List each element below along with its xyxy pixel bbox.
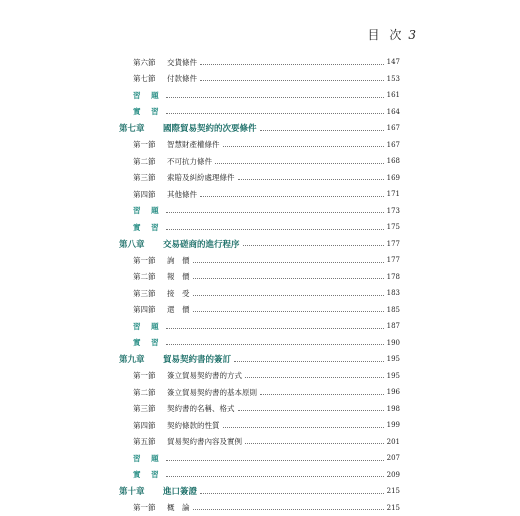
toc-page-number: 195 <box>387 355 400 363</box>
toc-exercise-entry[interactable] <box>119 87 400 104</box>
toc-page-number: 153 <box>387 75 400 83</box>
toc-entry-title: 實 習 <box>133 470 163 479</box>
dot-leader <box>200 196 384 197</box>
toc-entry-label <box>119 387 257 398</box>
toc-entry-number: 第三節 <box>133 288 167 299</box>
toc-entry-title: 契約條款的性質 <box>167 421 220 430</box>
toc-entry-title: 實 習 <box>133 223 163 232</box>
toc-entry-number: 第一節 <box>133 370 167 381</box>
toc-section-entry[interactable] <box>119 153 400 170</box>
toc-page-number: 169 <box>387 174 400 182</box>
toc-page-number: 199 <box>387 421 400 429</box>
toc-entry-title: 契約書的名稱、格式 <box>167 404 235 413</box>
toc-entry-label <box>119 353 231 365</box>
toc-entry-number: 第三節 <box>133 403 167 414</box>
toc-entry-number: 第二節 <box>133 156 167 167</box>
dot-leader <box>193 262 384 263</box>
toc-section-entry[interactable] <box>119 302 400 319</box>
toc-section-entry[interactable] <box>119 186 400 203</box>
dot-leader <box>243 245 384 246</box>
toc-entry-title: 習 題 <box>133 454 163 463</box>
toc-entry-title: 付款條件 <box>167 74 197 83</box>
toc-entry-label <box>119 420 220 431</box>
toc-entry-number: 第八章 <box>119 238 163 250</box>
toc-entry-label <box>119 238 240 250</box>
toc-page-number: 167 <box>387 141 400 149</box>
toc-page-number: 178 <box>387 273 400 281</box>
toc-entry-label <box>119 370 242 381</box>
toc-entry-label <box>119 73 197 84</box>
dot-leader <box>193 295 384 296</box>
toc-chapter-entry[interactable] <box>119 483 400 500</box>
dot-leader <box>223 427 384 428</box>
toc-entry-label <box>119 288 190 299</box>
dot-leader <box>245 443 384 444</box>
dot-leader <box>234 361 384 362</box>
toc-entry-label <box>119 453 163 464</box>
toc-section-entry[interactable] <box>119 500 400 516</box>
toc-page-number: 173 <box>387 207 400 215</box>
toc-entry-label <box>119 337 163 348</box>
toc-page-number: 215 <box>387 487 400 495</box>
toc-page-number: 187 <box>387 322 400 330</box>
toc-page-number: 190 <box>387 339 400 347</box>
toc-section-entry[interactable] <box>119 269 400 286</box>
toc-entry-label <box>119 436 242 447</box>
toc-page-number: 207 <box>387 454 400 462</box>
toc-page-number: 167 <box>387 124 400 132</box>
dot-leader <box>193 311 384 312</box>
toc-section-entry[interactable] <box>119 54 400 71</box>
toc-entry-title: 交貨條件 <box>167 58 197 67</box>
toc-entry-label <box>119 139 220 150</box>
toc-entry-number: 第二節 <box>133 387 167 398</box>
toc-exercise-entry[interactable] <box>119 335 400 352</box>
toc-section-entry[interactable] <box>119 384 400 401</box>
toc-entry-title: 不可抗力條件 <box>167 157 212 166</box>
toc-entry-number: 第一節 <box>133 139 167 150</box>
dot-leader <box>193 278 384 279</box>
toc-entry-number: 第一節 <box>133 255 167 266</box>
toc-page-number: 168 <box>387 157 400 165</box>
toc-entry-label <box>119 106 163 117</box>
toc-entry-label <box>119 122 257 134</box>
table-of-contents <box>119 54 400 516</box>
toc-entry-number: 第七節 <box>133 73 167 84</box>
toc-page-number: 209 <box>387 471 400 479</box>
toc-section-entry[interactable] <box>119 137 400 154</box>
toc-entry-label <box>119 57 197 68</box>
toc-page-number: 147 <box>387 58 400 66</box>
toc-entry-label <box>119 90 163 101</box>
toc-entry-title: 詢 價 <box>167 256 190 265</box>
toc-entry-number: 第十章 <box>119 485 163 497</box>
toc-entry-title: 還 價 <box>167 305 190 314</box>
toc-entry-title: 國際貿易契約的次要條件 <box>163 124 257 134</box>
toc-exercise-entry[interactable] <box>119 203 400 220</box>
toc-page-number: 215 <box>387 504 400 512</box>
toc-entry-title: 接 受 <box>167 289 190 298</box>
toc-section-entry[interactable] <box>119 71 400 88</box>
toc-entry-label <box>119 321 163 332</box>
toc-entry-title: 實 習 <box>133 107 163 116</box>
dot-leader <box>238 410 384 411</box>
toc-exercise-entry[interactable] <box>119 318 400 335</box>
toc-chapter-entry[interactable] <box>119 351 400 368</box>
toc-chapter-entry[interactable] <box>119 236 400 253</box>
toc-entry-number: 第四節 <box>133 304 167 315</box>
toc-entry-title: 習 題 <box>133 322 163 331</box>
toc-chapter-entry[interactable] <box>119 120 400 137</box>
dot-leader <box>166 460 384 461</box>
toc-page-number: 195 <box>387 372 400 380</box>
dot-leader <box>166 328 384 329</box>
toc-page-number: 177 <box>387 256 400 264</box>
toc-entry-title: 簽立貿易契約書的方式 <box>167 371 242 380</box>
header-page-number: 3 <box>408 28 416 42</box>
toc-entry-label <box>119 502 190 513</box>
toc-entry-label <box>119 485 197 497</box>
toc-entry-label <box>119 172 235 183</box>
toc-page-number: 198 <box>387 405 400 413</box>
toc-section-entry[interactable] <box>119 170 400 187</box>
dot-leader <box>260 130 384 131</box>
toc-exercise-entry[interactable] <box>119 450 400 467</box>
dot-leader <box>245 377 384 378</box>
toc-entry-label <box>119 271 190 282</box>
toc-page-number: 171 <box>387 190 400 198</box>
toc-entry-label <box>119 403 235 414</box>
toc-entry-label <box>119 255 190 266</box>
toc-entry-title: 報 價 <box>167 272 190 281</box>
toc-page-number: 175 <box>387 223 400 231</box>
toc-entry-label <box>119 156 212 167</box>
dot-leader <box>200 80 384 81</box>
toc-entry-number: 第七章 <box>119 122 163 134</box>
toc-section-entry[interactable] <box>119 252 400 269</box>
dot-leader <box>215 163 384 164</box>
toc-entry-number: 第四節 <box>133 189 167 200</box>
toc-entry-number: 第九章 <box>119 353 163 365</box>
dot-leader <box>260 394 384 395</box>
header-title: 目 次 <box>368 28 405 42</box>
dot-leader <box>200 64 384 65</box>
toc-page-number: 183 <box>387 289 400 297</box>
toc-entry-number: 第三節 <box>133 172 167 183</box>
toc-page-number: 201 <box>387 438 400 446</box>
toc-section-entry[interactable] <box>119 401 400 418</box>
toc-entry-label <box>119 222 163 233</box>
toc-section-entry[interactable] <box>119 434 400 451</box>
toc-page-number: 161 <box>387 91 400 99</box>
toc-exercise-entry[interactable] <box>119 467 400 484</box>
dot-leader <box>166 212 384 213</box>
toc-section-entry[interactable] <box>119 285 400 302</box>
toc-entry-title: 概 論 <box>167 503 190 512</box>
toc-entry-title: 貿易契約書的簽訂 <box>163 355 231 365</box>
dot-leader <box>166 97 384 98</box>
toc-entry-label <box>119 189 197 200</box>
dot-leader <box>223 146 384 147</box>
running-header <box>368 26 416 43</box>
dot-leader <box>166 344 384 345</box>
dot-leader <box>193 509 384 510</box>
toc-page-number: 185 <box>387 306 400 314</box>
toc-entry-title: 進口簽證 <box>163 487 197 497</box>
toc-entry-title: 簽立貿易契約書的基本原則 <box>167 388 257 397</box>
toc-entry-title: 實 習 <box>133 338 163 347</box>
toc-entry-number: 第六節 <box>133 57 167 68</box>
toc-entry-label <box>119 205 163 216</box>
toc-exercise-entry[interactable] <box>119 104 400 121</box>
toc-entry-title: 交易磋商的進行程序 <box>163 240 240 250</box>
dot-leader <box>166 229 384 230</box>
dot-leader <box>166 113 384 114</box>
dot-leader <box>166 476 384 477</box>
toc-entry-title: 習 題 <box>133 91 163 100</box>
toc-entry-number: 第一節 <box>133 502 167 513</box>
toc-page-number: 164 <box>387 108 400 116</box>
toc-page-number: 196 <box>387 388 400 396</box>
toc-entry-title: 其他條件 <box>167 190 197 199</box>
toc-entry-title: 習 題 <box>133 206 163 215</box>
toc-entry-title: 索賠及糾紛處理條件 <box>167 173 235 182</box>
dot-leader <box>200 493 384 494</box>
toc-entry-number: 第五節 <box>133 436 167 447</box>
toc-page-number: 177 <box>387 240 400 248</box>
dot-leader <box>238 179 384 180</box>
toc-section-entry[interactable] <box>119 368 400 385</box>
toc-entry-title: 智慧財產權條件 <box>167 140 220 149</box>
toc-entry-number: 第二節 <box>133 271 167 282</box>
toc-exercise-entry[interactable] <box>119 219 400 236</box>
toc-entry-title: 貿易契約書內容及實例 <box>167 437 242 446</box>
toc-entry-label <box>119 469 163 480</box>
toc-entry-number: 第四節 <box>133 420 167 431</box>
toc-entry-label <box>119 304 190 315</box>
toc-section-entry[interactable] <box>119 417 400 434</box>
